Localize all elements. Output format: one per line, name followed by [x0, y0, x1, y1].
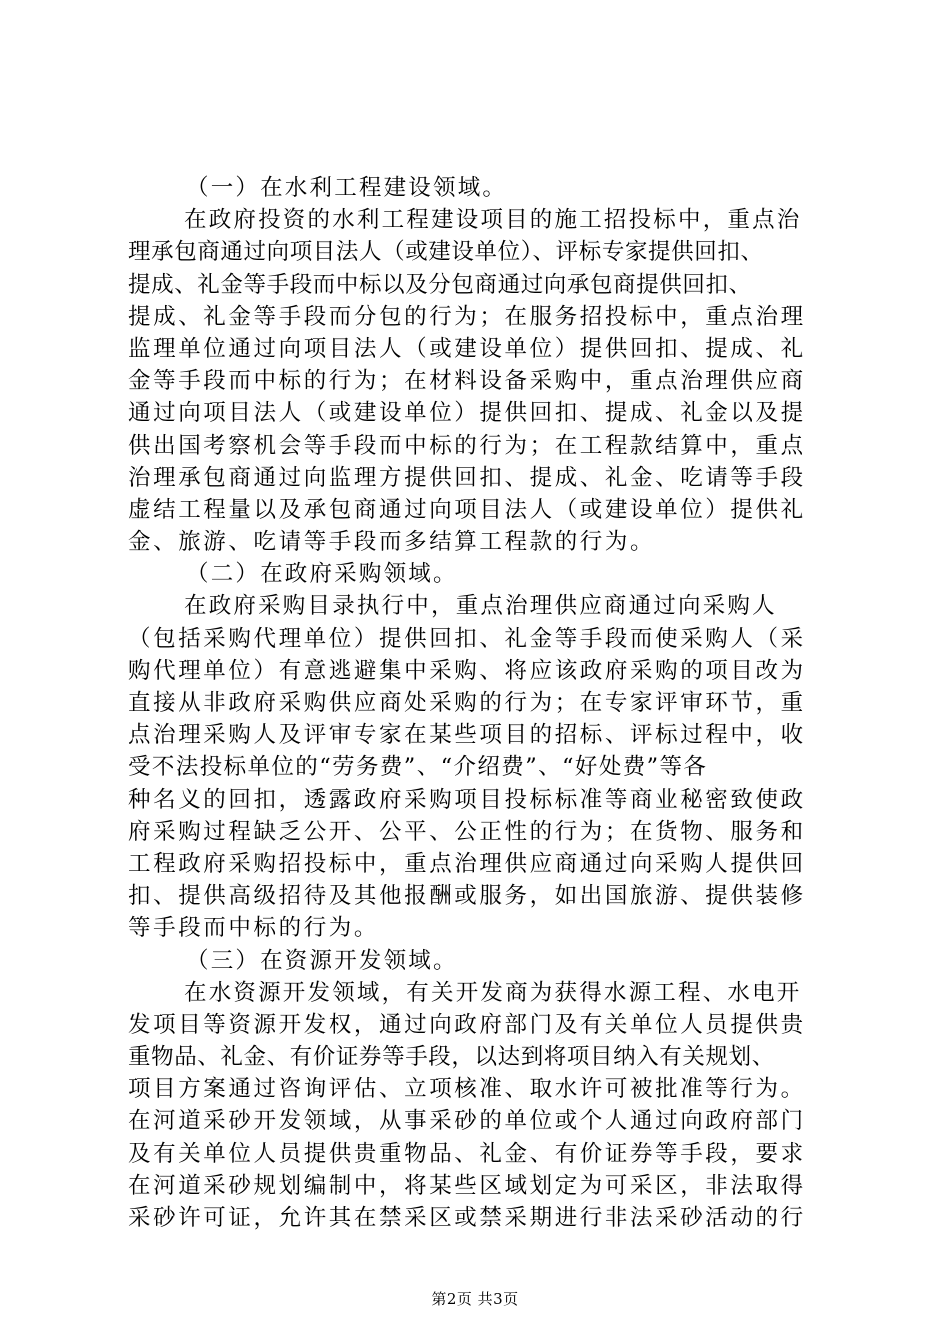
section-heading-3: （三）在资源开发领域。 [186, 947, 458, 974]
paragraph-line: 工程政府采购招投标中，重点治理供应商通过向采购人提供回 [128, 850, 806, 877]
paragraph-line: 发项目等资源开发权，通过向政府部门及有关单位人员提供贵 [128, 1011, 806, 1038]
page-number-label: 第2页 共3页 [431, 1290, 519, 1308]
paragraph-line: 在水资源开发领域，有关开发商为获得水源工程、水电开 [184, 979, 802, 1006]
paragraph-line: 在政府投资的水利工程建设项目的施工招投标中，重点治 [184, 207, 802, 234]
paragraph-line: 点治理采购人及评审专家在某些项目的招标、评标过程中，收 [128, 722, 806, 749]
paragraph-line: 金等手段而中标的行为；在材料设备采购中，重点治理供应商 [128, 368, 806, 395]
paragraph-line: 受不法投标单位的“劳务费”、“介绍费”、“好处费”等各 [128, 754, 708, 781]
paragraph-line: 种名义的回扣，透露政府采购项目投标标准等商业秘密致使政 [128, 786, 806, 813]
paragraph-line: 采砂许可证，允许其在禁采区或禁采期进行非法采砂活动的行 [128, 1205, 806, 1231]
paragraph-line: 及有关单位人员提供贵重物品、礼金、有价证券等手段，要求 [128, 1140, 806, 1167]
page-footer [0, 1288, 950, 1309]
paragraph-line: 理承包商通过向项目法人（或建设单位）、评标专家提供回扣、 [128, 239, 764, 266]
paragraph-line: （包括采购代理单位）提供回扣、礼金等手段而使采购人（采 [128, 625, 806, 652]
paragraph-line: 通过向项目法人（或建设单位）提供回扣、提成、礼金以及提 [128, 400, 806, 427]
paragraph-line: 金、旅游、吃请等手段而多结算工程款的行为。 [128, 529, 656, 556]
paragraph-line: 重物品、礼金、有价证券等手段，以达到将项目纳入有关规划、 [128, 1044, 775, 1071]
paragraph-line: 等手段而中标的行为。 [128, 915, 380, 942]
paragraph-line: 在河道采砂规划编制中，将某些区域划定为可采区，非法取得 [128, 1172, 806, 1199]
paragraph-line: 购代理单位）有意逃避集中采购、将应该政府采购的项目改为 [128, 657, 806, 684]
paragraph-line: 在河道采砂开发领域，从事采砂的单位或个人通过向政府部门 [128, 1108, 806, 1135]
paragraph-line: 提成、礼金等手段而中标以及分包商通过向承包商提供回扣、 [128, 271, 752, 298]
paragraph-line: 监理单位通过向项目法人（或建设单位）提供回扣、提成、礼 [128, 335, 806, 362]
paragraph-line: 府采购过程缺乏公开、公平、公正性的行为；在货物、服务和 [128, 818, 806, 845]
paragraph-line: 直接从非政府采购供应商处采购的行为；在专家评审环节，重 [128, 690, 806, 716]
paragraph-line: 在政府采购目录执行中，重点治理供应商通过向采购人 [184, 593, 777, 620]
section-heading-2: （二）在政府采购领域。 [186, 561, 458, 588]
document-body [128, 172, 828, 1234]
paragraph-line: 供出国考察机会等手段而中标的行为；在工程款结算中，重点 [128, 432, 806, 459]
paragraph-line: 扣、提供高级招待及其他报酬或服务，如出国旅游、提供装修 [128, 883, 806, 910]
paragraph-line: 治理承包商通过向监理方提供回扣、提成、礼金、吃请等手段 [128, 464, 806, 491]
paragraph-line: 项目方案通过咨询评估、立项核准、取水许可被批准等行为。 [128, 1076, 806, 1103]
paragraph-line: 提成、礼金等手段而分包的行为；在服务招投标中，重点治理 [128, 303, 806, 330]
section-heading-1: （一）在水利工程建设领域。 [186, 175, 508, 201]
paragraph-line: 虚结工程量以及承包商通过向项目法人（或建设单位）提供礼 [128, 496, 806, 523]
